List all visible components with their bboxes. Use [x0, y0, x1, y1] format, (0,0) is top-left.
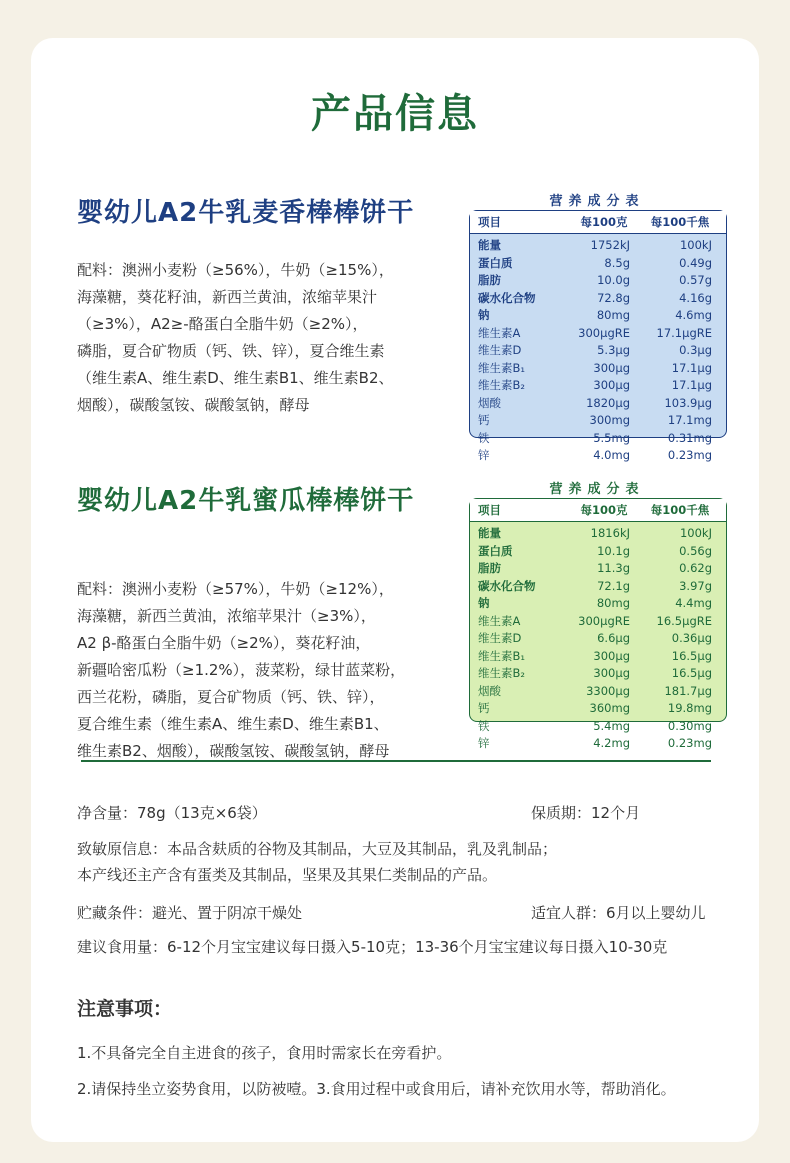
nutrition-row: [470, 377, 726, 395]
nutrient-name: 碳水化合物: [478, 578, 536, 593]
nutrition-row: [470, 342, 726, 360]
header-item: 项目: [478, 503, 501, 517]
nutrition-row: [470, 255, 726, 273]
suitable-group: 适宜人群：6月以上婴幼儿: [531, 904, 706, 922]
nutrient-name: 蛋白质: [478, 255, 513, 270]
value-per-100kj: 103.9μg: [664, 395, 712, 410]
nutrition-rows: [470, 234, 726, 465]
product2-ingredients: [77, 576, 447, 765]
ingredient-line: （≥3%），A2≥-酪蛋白全脂牛奶（≥2%），: [77, 315, 368, 333]
product1-name: 婴幼儿A2牛乳麦香棒棒饼干: [77, 198, 415, 228]
nutrient-name: 烟酸: [478, 395, 501, 410]
nutrition-row: [470, 613, 726, 631]
value-per-100g: 1820μg: [586, 395, 630, 410]
ingredient-line: 夏合维生素（维生素A、维生素D、维生素B1、: [77, 715, 389, 733]
nutrition-row: [470, 447, 726, 465]
value-per-100g: 4.2mg: [593, 736, 630, 750]
product1-ingredients: [77, 257, 447, 419]
value-per-100g: 5.4mg: [593, 718, 630, 733]
nutrition-row: [470, 735, 726, 753]
page-title: 产品信息: [311, 91, 479, 137]
nutrition-table-title: 营养成分表: [549, 482, 645, 497]
value-per-100kj: 0.3μg: [679, 343, 712, 357]
value-per-100g: 300μg: [593, 360, 630, 375]
value-per-100kj: 0.62g: [679, 561, 712, 575]
value-per-100kj: 100kJ: [679, 238, 712, 252]
value-per-100kj: 17.1μgRE: [656, 325, 712, 340]
nutrient-name: 碳水化合物: [478, 290, 536, 305]
value-per-100g: 10.1g: [597, 543, 630, 558]
nutrient-name: 锌: [478, 736, 490, 750]
value-per-100g: 5.5mg: [593, 430, 630, 445]
nutrient-name: 烟酸: [478, 683, 501, 698]
value-per-100g: 300μgRE: [578, 613, 630, 628]
value-per-100kj: 0.23mg: [667, 448, 712, 462]
value-per-100g: 72.8g: [597, 290, 630, 305]
value-per-100g: 300μg: [593, 666, 630, 680]
value-per-100kj: 4.4mg: [675, 596, 712, 610]
nutrient-name: 能量: [478, 526, 501, 540]
value-per-100g: 1816kJ: [590, 526, 630, 540]
value-per-100g: 80mg: [596, 596, 630, 610]
nutrition-row: [470, 543, 726, 561]
value-per-100g: 8.5g: [604, 255, 630, 270]
value-per-100g: 360mg: [589, 701, 630, 715]
nutrition-row: [470, 395, 726, 413]
header-per-100kj: 每100千焦: [650, 215, 710, 229]
value-per-100g: 300μgRE: [578, 325, 630, 340]
value-per-100kj: 0.23mg: [667, 736, 712, 750]
nutrition-table-product1: [469, 210, 727, 462]
ingredient-line: 海藻糖，葵花籽油，新西兰黄油，浓缩苹果汁: [77, 288, 378, 306]
ingredient-line: 磷脂，夏合矿物质（钙、铁、锌），夏合维生素: [77, 342, 385, 360]
header-per-100g: 每100克: [580, 215, 628, 229]
value-per-100kj: 181.7μg: [664, 683, 712, 698]
nutrition-row: [470, 595, 726, 613]
ingredient-line: 烟酸），碳酸氢铵、碳酸氢钠，酵母: [77, 396, 310, 414]
notice-item-1: 1.不具备完全自主进食的孩子，食用时需家长在旁看护。: [77, 1044, 452, 1062]
header-item: 项目: [478, 215, 501, 229]
value-per-100kj: 0.49g: [679, 255, 712, 270]
value-per-100kj: 0.30mg: [667, 718, 712, 733]
ingredient-line: 配料：澳洲小麦粉（≥57%），牛奶（≥12%），: [77, 580, 394, 598]
value-per-100g: 300μg: [593, 378, 630, 392]
nutrition-row: [470, 630, 726, 648]
ingredient-line: 配料：澳洲小麦粉（≥56%），牛奶（≥15%），: [77, 261, 394, 279]
value-per-100g: 11.3g: [597, 561, 630, 575]
nutrient-name: 维生素D: [478, 343, 522, 357]
value-per-100kj: 4.6mg: [675, 308, 712, 322]
nutrient-name: 维生素A: [478, 613, 521, 628]
value-per-100g: 300μg: [593, 648, 630, 663]
value-per-100kj: 16.5μg: [671, 666, 712, 680]
nutrient-name: 脂肪: [478, 561, 501, 575]
nutrient-name: 铁: [478, 718, 490, 733]
value-per-100g: 80mg: [596, 308, 630, 322]
nutrient-name: 维生素B₂: [478, 378, 525, 392]
value-per-100kj: 0.36μg: [671, 631, 712, 645]
nutrient-name: 钠: [478, 308, 490, 322]
nutrition-row: [470, 578, 726, 596]
nutrient-name: 维生素A: [478, 325, 521, 340]
ingredient-line: （维生素A、维生素D、维生素B1、维生素B2、: [77, 369, 394, 387]
header-per-100kj: 每100千焦: [650, 503, 710, 517]
nutrient-name: 脂肪: [478, 273, 501, 287]
value-per-100g: 300mg: [589, 413, 630, 427]
value-per-100g: 4.0mg: [593, 448, 630, 462]
nutrient-name: 钙: [478, 701, 490, 715]
nutrition-row: [470, 700, 726, 718]
value-per-100g: 72.1g: [597, 578, 630, 593]
nutrient-name: 蛋白质: [478, 543, 513, 558]
shelf-life: 保质期：12个月: [531, 804, 641, 822]
section-divider: [81, 760, 711, 762]
value-per-100g: 10.0g: [597, 273, 630, 287]
value-per-100kj: 0.57g: [679, 273, 712, 287]
ingredient-line: A2 β-酪蛋白全脂牛奶（≥2%），葵花籽油，: [77, 634, 371, 652]
nutrition-table-header: [470, 499, 726, 522]
nutrient-name: 维生素B₁: [478, 360, 525, 375]
header-per-100g: 每100克: [580, 503, 628, 517]
nutrient-name: 能量: [478, 238, 501, 252]
value-per-100kj: 16.5μgRE: [656, 613, 712, 628]
nutrition-row: [470, 325, 726, 343]
nutrition-row: [470, 272, 726, 290]
nutrition-table-product2: [469, 498, 727, 750]
value-per-100kj: 16.5μg: [671, 648, 712, 663]
nutrition-row: [470, 360, 726, 378]
nutrition-table-title: 营养成分表: [549, 194, 645, 209]
nutrition-row: [470, 525, 726, 543]
nutrition-row: [470, 412, 726, 430]
allergen-info-line2: 本产线还主产含有蛋类及其制品，坚果及其果仁类制品的产品。: [77, 866, 498, 884]
value-per-100kj: 3.97g: [679, 578, 712, 593]
value-per-100kj: 4.16g: [679, 290, 712, 305]
info-card: [31, 38, 759, 1142]
value-per-100kj: 17.1mg: [667, 413, 712, 427]
value-per-100g: 6.6μg: [597, 631, 630, 645]
value-per-100kj: 0.56g: [679, 543, 712, 558]
nutrient-name: 铁: [478, 430, 490, 445]
nutrient-name: 钠: [478, 596, 490, 610]
notice-title: 注意事项：: [77, 998, 173, 1020]
nutrition-row: [470, 648, 726, 666]
nutrition-row: [470, 290, 726, 308]
net-content: 净含量：78g（13克×6袋）: [77, 804, 267, 822]
nutrition-row: [470, 307, 726, 325]
value-per-100g: 3300μg: [586, 683, 630, 698]
ingredient-line: 新疆哈密瓜粉（≥1.2%），菠菜粉，绿甘蓝菜粉，: [77, 661, 406, 679]
nutrition-row: [470, 237, 726, 255]
nutrient-name: 维生素B₁: [478, 648, 525, 663]
nutrition-row: [470, 683, 726, 701]
value-per-100kj: 19.8mg: [667, 701, 712, 715]
allergen-info-line1: 致敏原信息：本品含麸质的谷物及其制品，大豆及其制品，乳及乳制品；: [77, 840, 558, 858]
value-per-100kj: 17.1μg: [671, 360, 712, 375]
nutrient-name: 钙: [478, 413, 490, 427]
nutrition-row: [470, 718, 726, 736]
value-per-100g: 1752kJ: [590, 238, 630, 252]
nutrition-row: [470, 665, 726, 683]
storage-conditions: 贮藏条件：避光、置于阴凉干燥处: [77, 904, 303, 922]
notice-item-2: 2.请保持坐立姿势食用，以防被噎。3.食用过程中或食用后，请补充饮用水等，帮助消化。: [77, 1080, 676, 1098]
recommended-dosage: 建议食用量：6-12个月宝宝建议每日摄入5-10克；13-36个月宝宝建议每日摄入10-30克: [77, 938, 668, 956]
value-per-100kj: 0.31mg: [667, 430, 712, 445]
nutrition-row: [470, 430, 726, 448]
nutrition-row: [470, 560, 726, 578]
value-per-100kj: 17.1μg: [671, 378, 712, 392]
product2-name: 婴幼儿A2牛乳蜜瓜棒棒饼干: [77, 486, 415, 516]
ingredient-line: 维生素B2、烟酸），碳酸氢铵、碳酸氢钠，酵母: [77, 742, 390, 760]
value-per-100kj: 100kJ: [679, 526, 712, 540]
ingredient-line: 海藻糖，新西兰黄油，浓缩苹果汁（≥3%），: [77, 607, 376, 625]
value-per-100g: 5.3μg: [597, 343, 630, 357]
nutrient-name: 维生素D: [478, 631, 522, 645]
nutrition-rows: [470, 522, 726, 753]
nutrition-table-header: [470, 211, 726, 234]
nutrient-name: 维生素B₂: [478, 666, 525, 680]
ingredient-line: 西兰花粉，磷脂，夏合矿物质（钙、铁、锌），: [77, 688, 385, 706]
nutrient-name: 锌: [478, 448, 490, 462]
